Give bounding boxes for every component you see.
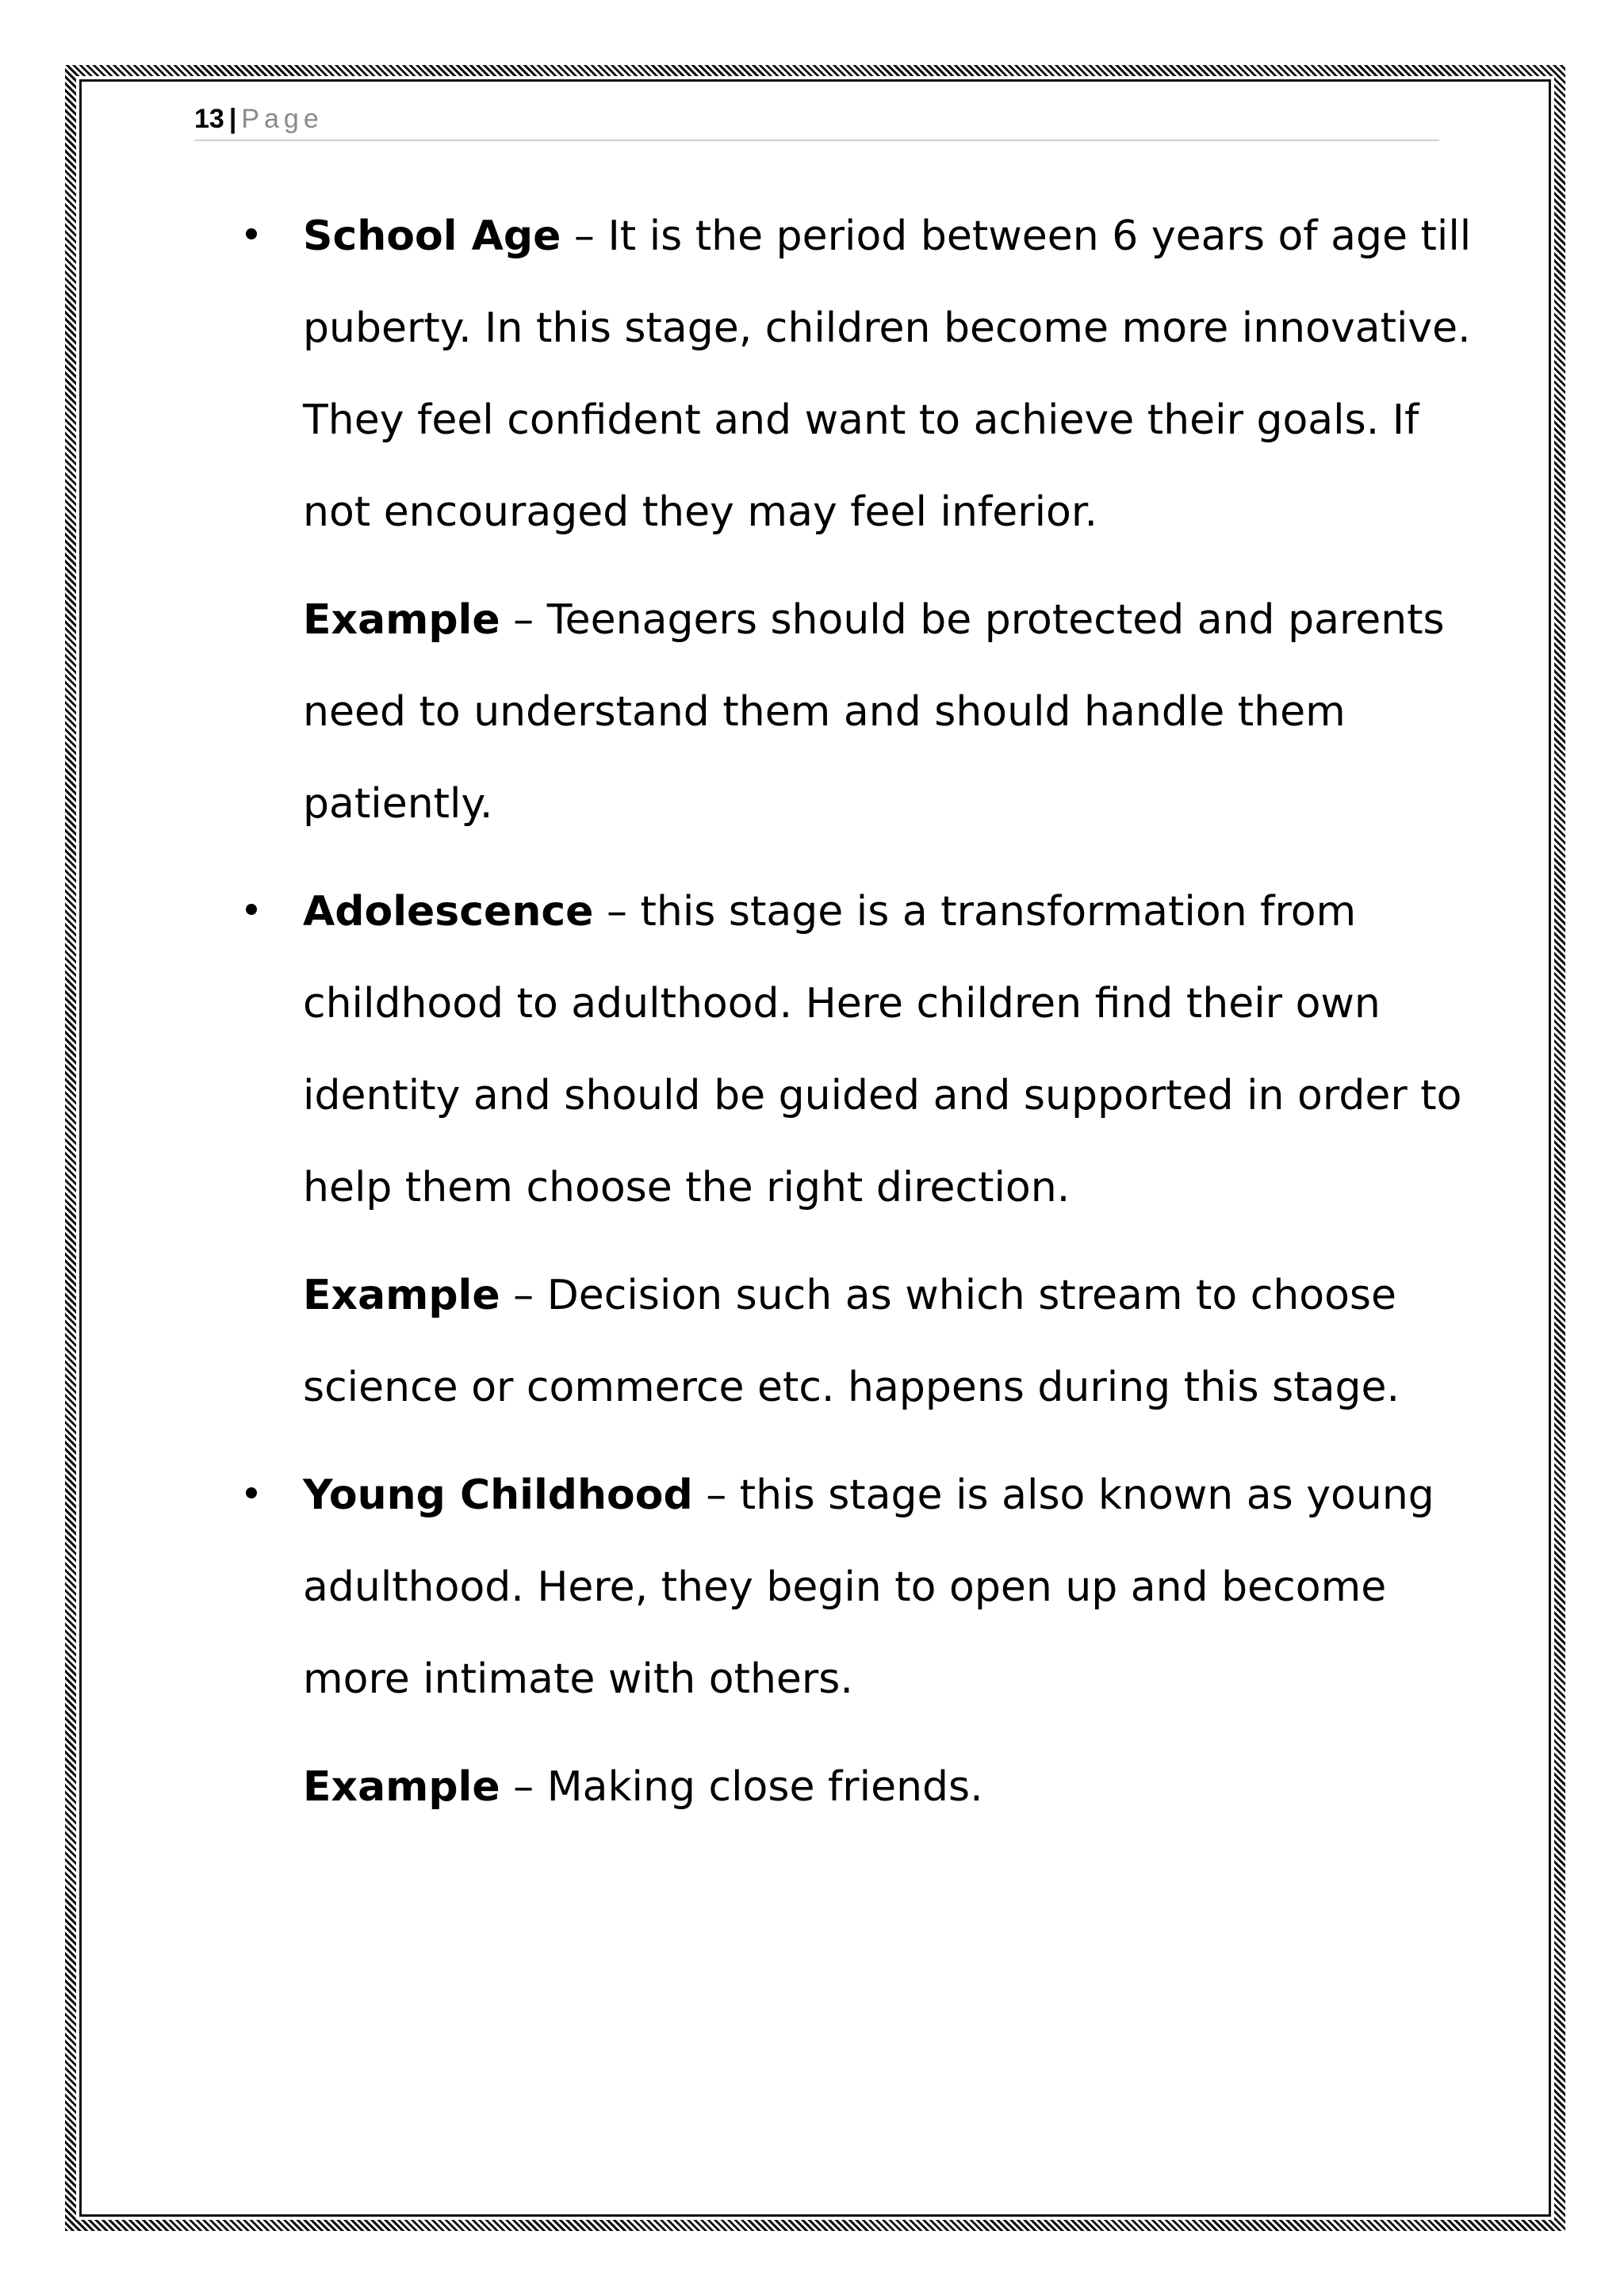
page-word: Page xyxy=(241,104,324,134)
bullet-text xyxy=(303,1449,1483,1725)
description: It is the period between 6 years of age till puberty. In this stage, children become more innovative. They feel confident and want to achieve their goals. If not encouraged they may feel inferior. xyxy=(303,212,1472,536)
example-label: Example xyxy=(303,596,500,644)
bullet-paragraph xyxy=(246,1449,1483,1725)
list-item xyxy=(246,190,1483,850)
dash: – xyxy=(692,1471,740,1519)
term: School Age xyxy=(303,212,561,260)
description: this stage is also known as young adulthood. Here, they begin to open up and become more intimate with others. xyxy=(303,1471,1434,1703)
bullet-icon xyxy=(246,1487,257,1498)
bullet-text xyxy=(303,190,1483,558)
bullet-icon xyxy=(246,228,257,239)
example-paragraph xyxy=(246,1741,1483,1833)
bullet-paragraph xyxy=(246,866,1483,1234)
bullet-icon xyxy=(246,904,257,915)
example-paragraph xyxy=(246,1249,1483,1433)
description: this stage is a transformation from childhood to adulthood. Here children find their own identity and should be guided and supported in order to help them choose the right direction. xyxy=(303,888,1462,1211)
term: Young Childhood xyxy=(303,1471,693,1519)
page-number: 13 xyxy=(194,104,224,134)
dash: – xyxy=(561,212,608,260)
page-number-separator: | xyxy=(228,104,237,134)
example-paragraph xyxy=(246,574,1483,850)
list-item xyxy=(246,866,1483,1433)
dash: – xyxy=(593,888,641,936)
content xyxy=(246,190,1483,1849)
example-text: – Teenagers should be protected and parents need to understand them and should handle them patiently. xyxy=(303,596,1445,828)
list-item xyxy=(246,1449,1483,1833)
example-text: – Decision such as which stream to choose science or commerce etc. happens during this stage. xyxy=(303,1272,1400,1411)
example-label: Example xyxy=(303,1272,500,1319)
bullet-text xyxy=(303,866,1483,1234)
example-text: – Making close friends. xyxy=(500,1763,983,1811)
term: Adolescence xyxy=(303,888,594,936)
bullet-paragraph xyxy=(246,190,1483,558)
example-label: Example xyxy=(303,1763,500,1811)
page-header xyxy=(194,98,1439,141)
